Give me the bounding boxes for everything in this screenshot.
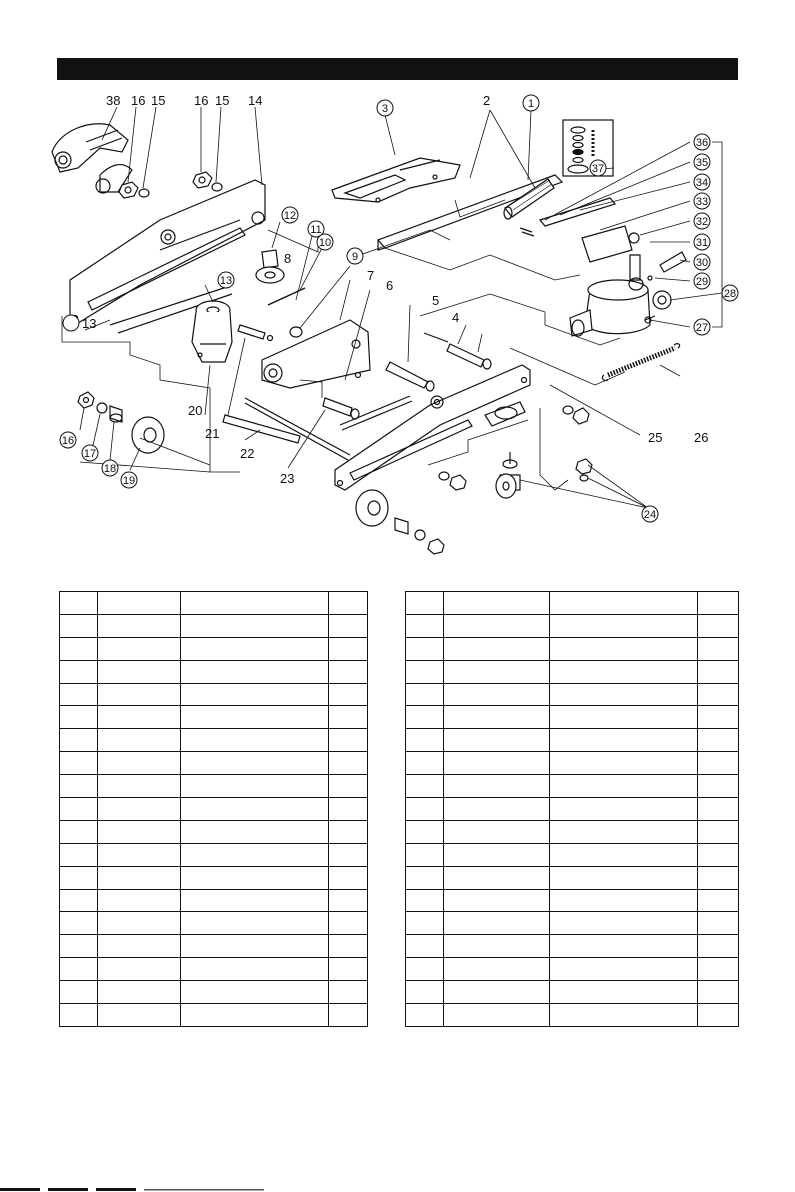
callout-15: 15	[215, 93, 230, 108]
table-row	[406, 729, 739, 752]
table-cell	[698, 912, 739, 935]
table-cell	[60, 935, 98, 958]
table-cell	[98, 752, 181, 775]
callout-29: 29	[695, 276, 709, 288]
table-cell	[181, 775, 329, 798]
table-cell	[181, 935, 329, 958]
table-cell	[181, 660, 329, 683]
table-cell	[550, 866, 698, 889]
table-cell	[60, 660, 98, 683]
table-cell	[550, 660, 698, 683]
callout-31: 31	[695, 237, 709, 249]
lift-arm-8	[262, 320, 370, 388]
callout-17: 17	[83, 448, 97, 460]
table-cell	[550, 729, 698, 752]
table-cell	[181, 958, 329, 981]
table-cell	[181, 614, 329, 637]
table-cell	[98, 866, 181, 889]
washer-17	[97, 403, 107, 413]
table-cell	[444, 1004, 550, 1027]
table-cell	[98, 775, 181, 798]
callout-18: 18	[103, 463, 117, 475]
table-cell	[698, 820, 739, 843]
table-cell	[181, 866, 329, 889]
caster-24	[439, 402, 592, 498]
table-cell	[698, 752, 739, 775]
table-cell	[329, 889, 368, 912]
table-cell	[444, 637, 550, 660]
table-cell	[60, 1004, 98, 1027]
table-cell	[60, 592, 98, 615]
table-cell	[406, 866, 444, 889]
table-cell	[550, 912, 698, 935]
table-cell	[98, 889, 181, 912]
pin-6	[386, 362, 434, 391]
table-cell	[444, 935, 550, 958]
table-cell	[329, 729, 368, 752]
pin-22	[223, 415, 300, 443]
table-cell	[181, 820, 329, 843]
table-cell	[444, 660, 550, 683]
callout-19: 19	[122, 475, 136, 487]
part-handle-38	[52, 124, 132, 193]
table-cell	[98, 981, 181, 1004]
table-cell	[329, 935, 368, 958]
table-cell	[698, 889, 739, 912]
table-cell	[406, 981, 444, 1004]
table-cell	[550, 1004, 698, 1027]
callout-11: 11	[310, 224, 322, 236]
callout-32: 32	[695, 216, 709, 228]
table-cell	[444, 775, 550, 798]
table-cell	[98, 729, 181, 752]
exploded-parts-diagram	[0, 80, 795, 590]
callout-5: 5	[432, 293, 440, 308]
table-cell	[181, 912, 329, 935]
table-row	[60, 889, 368, 912]
table-cell	[550, 820, 698, 843]
table-cell	[550, 889, 698, 912]
callout-4: 4	[452, 310, 460, 325]
table-cell	[98, 592, 181, 615]
table-cell	[60, 866, 98, 889]
callout-14: 14	[248, 93, 263, 108]
table-cell	[550, 798, 698, 821]
table-cell	[329, 637, 368, 660]
callout-1: 1	[527, 98, 535, 110]
table-cell	[329, 820, 368, 843]
parts-table-right-body	[406, 592, 739, 1027]
table-row	[60, 935, 368, 958]
table-cell	[698, 614, 739, 637]
table-cell	[60, 729, 98, 752]
table-cell	[329, 775, 368, 798]
table-cell	[60, 843, 98, 866]
table-cell	[60, 912, 98, 935]
table-cell	[329, 866, 368, 889]
table-cell	[60, 683, 98, 706]
callout-27: 27	[695, 322, 709, 334]
callout-12: 12	[283, 210, 297, 222]
table-row	[406, 775, 739, 798]
table-row	[406, 820, 739, 843]
table-row	[60, 592, 368, 615]
table-row	[406, 706, 739, 729]
table-cell	[406, 843, 444, 866]
table-cell	[98, 637, 181, 660]
table-row	[60, 981, 368, 1004]
callout-13: 13	[82, 316, 97, 331]
table-cell	[550, 683, 698, 706]
table-cell	[444, 683, 550, 706]
table-cell	[444, 592, 550, 615]
table-row	[406, 798, 739, 821]
table-cell	[406, 820, 444, 843]
table-cell	[60, 889, 98, 912]
table-row	[406, 981, 739, 1004]
table-cell	[60, 798, 98, 821]
table-cell	[406, 958, 444, 981]
table-row	[60, 706, 368, 729]
table-cell	[406, 729, 444, 752]
table-cell	[406, 592, 444, 615]
table-cell	[60, 820, 98, 843]
table-cell	[181, 889, 329, 912]
table-cell	[444, 798, 550, 821]
callout-21: 21	[205, 426, 220, 441]
table-cell	[444, 866, 550, 889]
table-cell	[329, 798, 368, 821]
callout-13: 13	[219, 275, 233, 287]
table-cell	[698, 683, 739, 706]
table-cell	[444, 752, 550, 775]
table-row	[60, 683, 368, 706]
table-row	[406, 637, 739, 660]
callout-23: 23	[280, 471, 295, 486]
pin-21	[238, 325, 273, 341]
table-cell	[444, 958, 550, 981]
table-row	[406, 958, 739, 981]
table-cell	[550, 637, 698, 660]
table-row	[60, 637, 368, 660]
table-cell	[406, 706, 444, 729]
table-row	[406, 843, 739, 866]
handle-socket-3	[332, 158, 460, 202]
table-cell	[406, 775, 444, 798]
table-cell	[98, 614, 181, 637]
table-row	[60, 843, 368, 866]
table-cell	[329, 981, 368, 1004]
table-cell	[550, 592, 698, 615]
table-cell	[406, 912, 444, 935]
table-cell	[550, 935, 698, 958]
table-cell	[329, 752, 368, 775]
footer-strip	[0, 1186, 795, 1192]
callout-15: 15	[151, 93, 166, 108]
table-cell	[181, 729, 329, 752]
table-cell	[444, 843, 550, 866]
callout-26: 26	[694, 430, 709, 445]
table-cell	[698, 660, 739, 683]
callout-16: 16	[131, 93, 146, 108]
table-cell	[406, 935, 444, 958]
table-cell	[329, 1004, 368, 1027]
table-cell	[98, 706, 181, 729]
table-row	[406, 889, 739, 912]
spacer-18	[110, 406, 122, 422]
table-cell	[444, 820, 550, 843]
header-bar	[57, 58, 738, 80]
table-cell	[60, 637, 98, 660]
table-cell	[406, 637, 444, 660]
table-cell	[329, 706, 368, 729]
table-cell	[698, 592, 739, 615]
table-cell	[60, 752, 98, 775]
table-cell	[550, 958, 698, 981]
callout-24: 24	[643, 509, 657, 521]
callout-2: 2	[483, 93, 491, 108]
table-row	[406, 614, 739, 637]
table-cell	[406, 660, 444, 683]
front-wheel-right	[356, 490, 444, 554]
callout-8: 8	[284, 251, 292, 266]
table-row	[60, 775, 368, 798]
table-cell	[698, 637, 739, 660]
table-cell	[60, 775, 98, 798]
spring-26	[602, 344, 679, 381]
table-cell	[98, 935, 181, 958]
pin-23	[323, 398, 359, 419]
callout-16: 16	[194, 93, 209, 108]
table-row	[406, 660, 739, 683]
pin-5	[424, 333, 448, 342]
table-cell	[698, 1004, 739, 1027]
table-cell	[444, 912, 550, 935]
saddle-12	[256, 250, 284, 283]
table-cell	[181, 843, 329, 866]
callout-10: 10	[318, 237, 332, 249]
callout-33: 33	[695, 196, 709, 208]
table-cell	[181, 637, 329, 660]
callout-3: 3	[381, 103, 389, 115]
nut-washer-16-15-top	[119, 172, 222, 198]
table-cell	[406, 683, 444, 706]
table-cell	[60, 981, 98, 1004]
table-row	[406, 935, 739, 958]
table-cell	[698, 981, 739, 1004]
table-cell	[181, 592, 329, 615]
table-cell	[698, 775, 739, 798]
table-cell	[444, 706, 550, 729]
table-cell	[406, 798, 444, 821]
table-cell	[550, 843, 698, 866]
table-cell	[181, 706, 329, 729]
callout-6: 6	[386, 278, 394, 293]
table-cell	[98, 683, 181, 706]
table-cell	[98, 843, 181, 866]
table-row	[60, 1004, 368, 1027]
table-row	[406, 866, 739, 889]
table-cell	[550, 775, 698, 798]
table-cell	[98, 912, 181, 935]
table-cell	[60, 614, 98, 637]
table-row	[406, 1004, 739, 1027]
callout-9: 9	[351, 251, 359, 263]
table-cell	[98, 660, 181, 683]
table-cell	[698, 706, 739, 729]
table-cell	[60, 958, 98, 981]
table-cell	[181, 798, 329, 821]
table-row	[60, 866, 368, 889]
table-cell	[98, 958, 181, 981]
table-cell	[444, 981, 550, 1004]
table-cell	[181, 752, 329, 775]
table-cell	[550, 981, 698, 1004]
callout-35: 35	[695, 157, 709, 169]
table-cell	[698, 958, 739, 981]
table-cell	[98, 1004, 181, 1027]
table-cell	[329, 660, 368, 683]
table-cell	[444, 614, 550, 637]
left-side-plate-14	[70, 180, 265, 325]
table-cell	[329, 683, 368, 706]
table-row	[60, 729, 368, 752]
table-cell	[406, 1004, 444, 1027]
table-cell	[698, 935, 739, 958]
table-cell	[444, 729, 550, 752]
table-cell	[181, 1004, 329, 1027]
table-cell	[698, 843, 739, 866]
callout-25: 25	[648, 430, 663, 445]
nut-16-lower	[78, 392, 94, 408]
table-row	[406, 752, 739, 775]
table-cell	[181, 981, 329, 1004]
table-row	[406, 912, 739, 935]
table-row	[406, 592, 739, 615]
table-cell	[98, 798, 181, 821]
callout-36: 36	[695, 137, 709, 149]
parts-table-right	[405, 591, 739, 1027]
table-cell	[550, 706, 698, 729]
callout-34: 34	[695, 177, 709, 189]
table-cell	[698, 798, 739, 821]
pin-11	[268, 288, 305, 305]
table-row	[60, 614, 368, 637]
table-cell	[550, 614, 698, 637]
table-cell	[329, 843, 368, 866]
table-cell	[329, 958, 368, 981]
callout-22: 22	[240, 446, 255, 461]
table-row	[60, 912, 368, 935]
table-row	[60, 798, 368, 821]
callout-20: 20	[188, 403, 203, 418]
table-cell	[329, 614, 368, 637]
table-cell	[406, 614, 444, 637]
table-cell	[181, 683, 329, 706]
callout-38: 38	[106, 93, 121, 108]
table-row	[60, 752, 368, 775]
table-row	[60, 958, 368, 981]
callout-30: 30	[695, 257, 709, 269]
table-cell	[698, 729, 739, 752]
table-row	[60, 660, 368, 683]
front-wheel-left-19	[132, 417, 164, 453]
table-cell	[444, 889, 550, 912]
table-row	[406, 683, 739, 706]
washer-9	[290, 327, 302, 337]
pin-4	[447, 344, 491, 369]
parts-table-left-body	[60, 592, 368, 1027]
table-row	[60, 820, 368, 843]
table-cell	[550, 752, 698, 775]
parts-table-left	[59, 591, 368, 1027]
callout-28: 28	[723, 288, 737, 300]
table-cell	[406, 889, 444, 912]
table-cell	[329, 592, 368, 615]
saddle-bracket-20	[192, 301, 232, 362]
table-cell	[406, 752, 444, 775]
right-side-plate-25	[335, 365, 530, 490]
table-cell	[60, 706, 98, 729]
callout-37: 37	[591, 163, 605, 175]
table-cell	[98, 820, 181, 843]
callout-7: 7	[367, 268, 375, 283]
callout-16: 16	[61, 435, 75, 447]
table-cell	[329, 912, 368, 935]
table-cell	[698, 866, 739, 889]
